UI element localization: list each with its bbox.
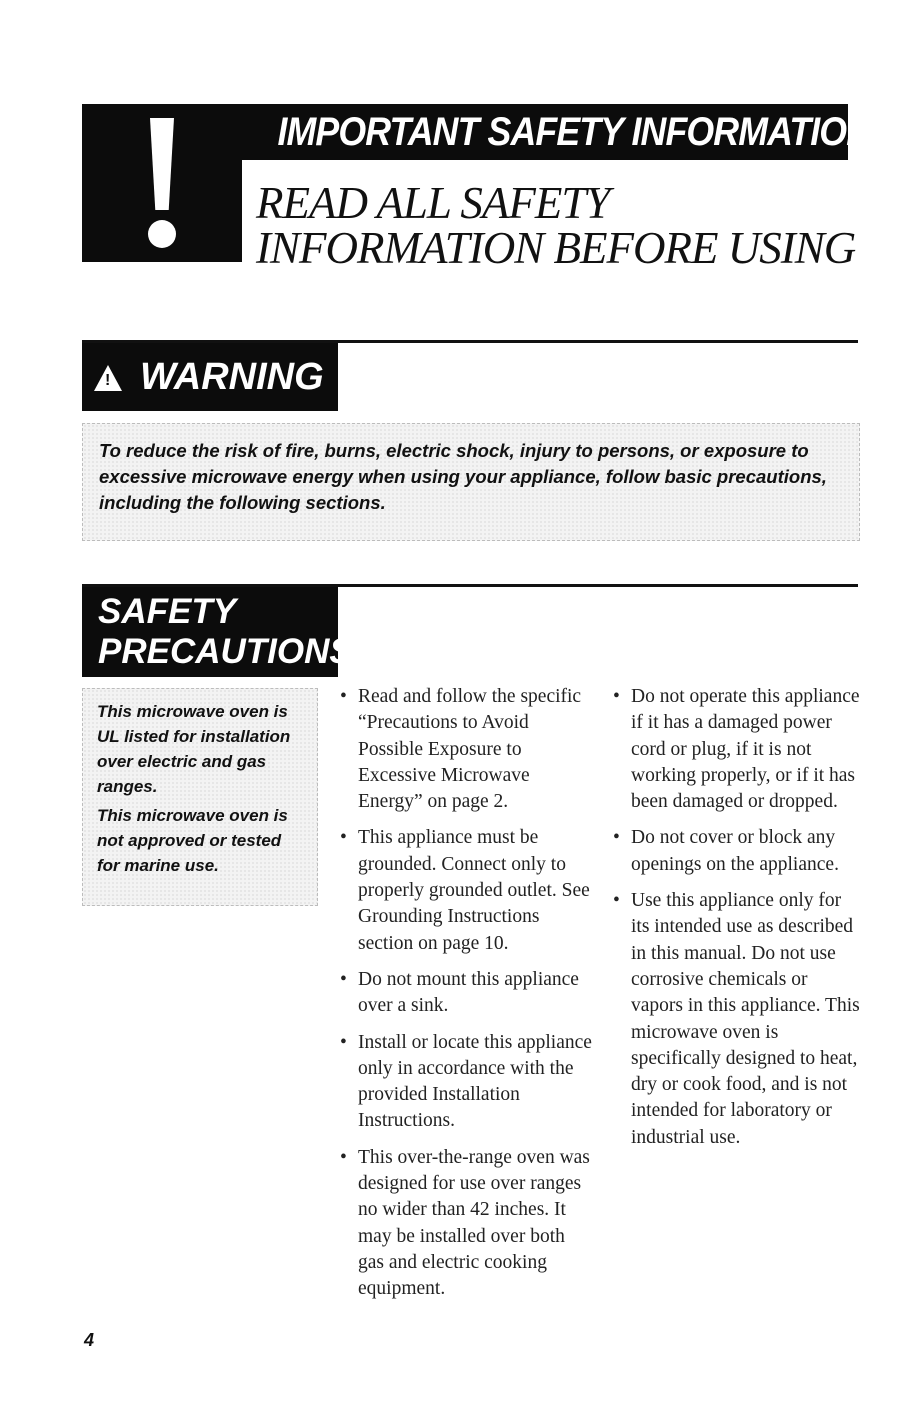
list-item: • Read and follow the specific “Precautions to Avoid Possible Exposure to Excessive Microwave Energy” on page 2. bbox=[340, 686, 582, 813]
list-item: • Install or locate this appliance only in accordance with the provided Installation Instructions. bbox=[340, 1031, 592, 1132]
subtitle-line-1: READ ALL SAFETY bbox=[256, 178, 610, 228]
warning-box bbox=[82, 423, 860, 541]
list-item: • This over-the-range oven was designed for use over ranges no wider than 42 inches. It may be installed over both gas and electric cooking equipment. bbox=[340, 1146, 590, 1300]
page-banner-title: IMPORTANT SAFETY INFORMATION bbox=[242, 104, 848, 160]
warning-label: ! WARNING bbox=[82, 343, 338, 411]
safety-label-line-2: PRECAUTIONS bbox=[98, 632, 353, 671]
precautions-column-1 bbox=[340, 684, 594, 1313]
precautions-column-2 bbox=[613, 684, 863, 1161]
ul-note-box bbox=[82, 688, 318, 906]
warning-text: To reduce the risk of fire, burns, electric shock, injury to persons, or exposure to excessive microwave energy when using your appliance, follow basic precautions, including the following sections. bbox=[99, 440, 827, 513]
list-item: • Do not mount this appliance over a sink. bbox=[340, 968, 579, 1017]
marine-use-note: This microwave oven is not approved or tested for marine use. bbox=[97, 806, 288, 875]
warning-label-text: WARNING bbox=[140, 356, 324, 398]
safety-precautions-label bbox=[82, 587, 353, 677]
safety-label-line-1: SAFETY bbox=[98, 592, 237, 631]
list-item: • Do not operate this appliance if it has a damaged power cord or plug, if it is not working properly, or if it has been damaged or dropped. bbox=[613, 686, 860, 813]
list-item: • This appliance must be grounded. Connect only to properly grounded outlet. See Grounding Instructions section on page 10. bbox=[340, 827, 590, 954]
exclamation-icon bbox=[82, 104, 242, 262]
ul-listed-note: This microwave oven is UL listed for installation over electric and gas ranges. bbox=[97, 702, 291, 796]
list-item: • Use this appliance only for its intended use as described in this manual. Do not use corrosive chemicals or vapors in this appliance. This microwave oven is specifically designed to heat, dry or cook food, and is not intended for laboratory or industrial use. bbox=[613, 890, 860, 1148]
subtitle-line-2: INFORMATION BEFORE USING bbox=[256, 223, 856, 273]
page-number: 4 bbox=[84, 1330, 95, 1350]
list-item: • Do not cover or block any openings on the appliance. bbox=[613, 827, 839, 875]
